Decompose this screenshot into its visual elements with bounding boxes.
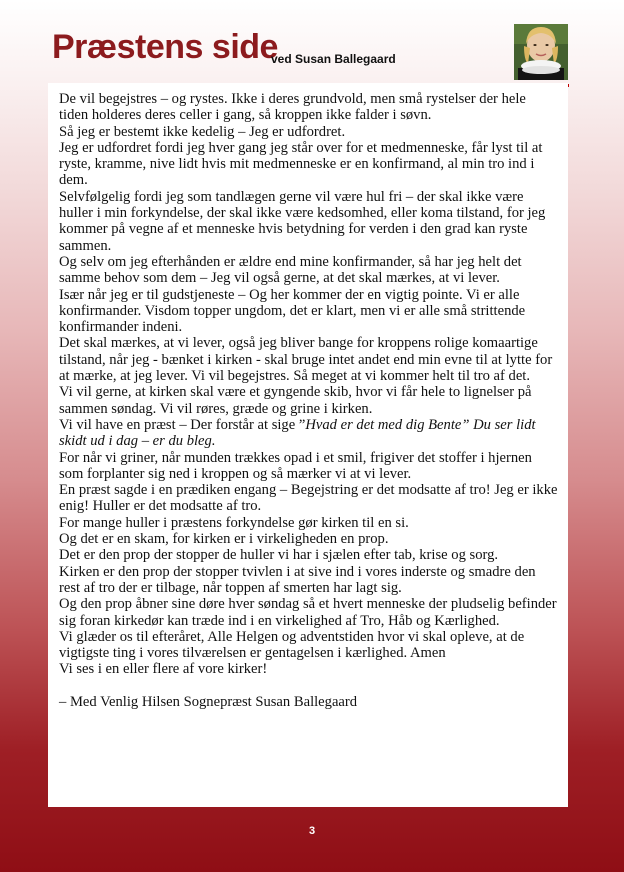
paragraph: Vi glæder os til efteråret, Alle Helgen og adventstiden hvor vi skal opleve, at de vigtigste ting i vores tilværelsen er gentagelsen i kærlighed. Amen xyxy=(59,628,525,662)
paragraph: En præst sagde i en prædiken engang – Begejstring er det modsatte af tro! Jeg er ikke enig! Huller er det modsatte af tro. xyxy=(59,482,558,515)
signature: – Med Venlig Hilsen Sognepræst Susan Ballegaard xyxy=(59,693,358,710)
paragraph: Og selv om jeg efterhånden er ældre end mine konfirmander, så har jeg helt det samme behov som dem – Jeg vil også gerne, at det skal mærkes, at vi lever. xyxy=(59,253,522,287)
author-photo xyxy=(514,24,568,80)
paragraph: Vi ses i en eller flere af vore kirker! xyxy=(59,661,268,678)
page-number: 3 xyxy=(308,825,316,837)
paragraph: Så jeg er bestemt ikke kedelig – Jeg er udfordret. xyxy=(59,123,346,140)
paragraph: Og den prop åbner sine døre hver søndag så et hvert menneske der pludselig befinder sig foran kirkedør kan træde ind i en virkelighed af Tro, Håb og Kærlighed. xyxy=(59,596,557,629)
paragraph: Og det er en skam, for kirken er i virkeligheden en prop. xyxy=(59,531,389,548)
byline: ved Susan Ballegaard xyxy=(271,52,396,66)
paragraph: De vil begejstres – og rystes. Ikke i deres grundvold, men små rystelser der hele tiden holderes deres celler i gang, så kroppen ikke falder i søvn. xyxy=(59,91,526,124)
quoted-question: Hvad er det med dig Bente” Du ser lidt skidt ud i dag – er du bleg. xyxy=(59,416,536,450)
paragraph: Især når jeg er til gudstjeneste – Og her kommer der en vigtig pointe. Vi er alle konfirmander. Visdom topper ungdom, det er klart, men vi er alle små strittende konfirmander indeni. xyxy=(59,286,526,336)
paragraph: Vi vil gerne, at kirken skal være et gyngende skib, hvor vi får hele to lignelser på sammen søndag. Vi vil røres, græde og grine i kirken. xyxy=(59,384,532,417)
paragraph: Jeg er udfordret fordi jeg hver gang jeg står over for et medmenneske, får lyst til at ryste, kramme, nive lidt hvis mit medmenneske er en konfirmand, al min tro ind i dem. xyxy=(59,139,543,189)
paragraph: Det er den prop der stopper de huller vi har i sjælen efter tab, krise og sorg. xyxy=(59,547,499,564)
paragraph xyxy=(59,417,558,450)
paragraph: Selvfølgelig fordi jeg som tandlægen gerne vil være hul fri – der skal ikke være huller i min forkyndelse, der skal ikke være kedsomhed, eller koma tilstand, for jeg kommer på vegne af et menneske hvis betydning for verden i den grad kan ryste sammen. xyxy=(59,188,546,254)
page-title: Præstens side xyxy=(52,28,278,66)
paragraph: Det skal mærkes, at vi lever, også jeg bliver bange for kroppens rolige komaartige tilstand, når jeg - bænket i kirken - skal bruge intet andet end min evne til at lytte for at mærke, at jeg lever. Vi vil begejstres. Så meget at vi kommer helt til tro af det. xyxy=(59,335,553,385)
paragraph: For når vi griner, når munden trækkes opad i et smil, frigiver det stoffer i hjernen som forplanter sig ned i kroppen og så mærker vi at vi lever. xyxy=(59,449,532,482)
paragraph: For mange huller i præstens forkyndelse gør kirken til en si. xyxy=(59,514,409,531)
paragraph: Kirken er den prop der stopper tvivlen i at sive ind i vores inderste og smadre den rest af tro der er tilbage, når toppen af smerten har lagt sig. xyxy=(59,563,536,596)
paragraph-lead: Vi vil have en præst – Der forstår at sige ” xyxy=(59,416,306,433)
article-body xyxy=(48,83,568,807)
